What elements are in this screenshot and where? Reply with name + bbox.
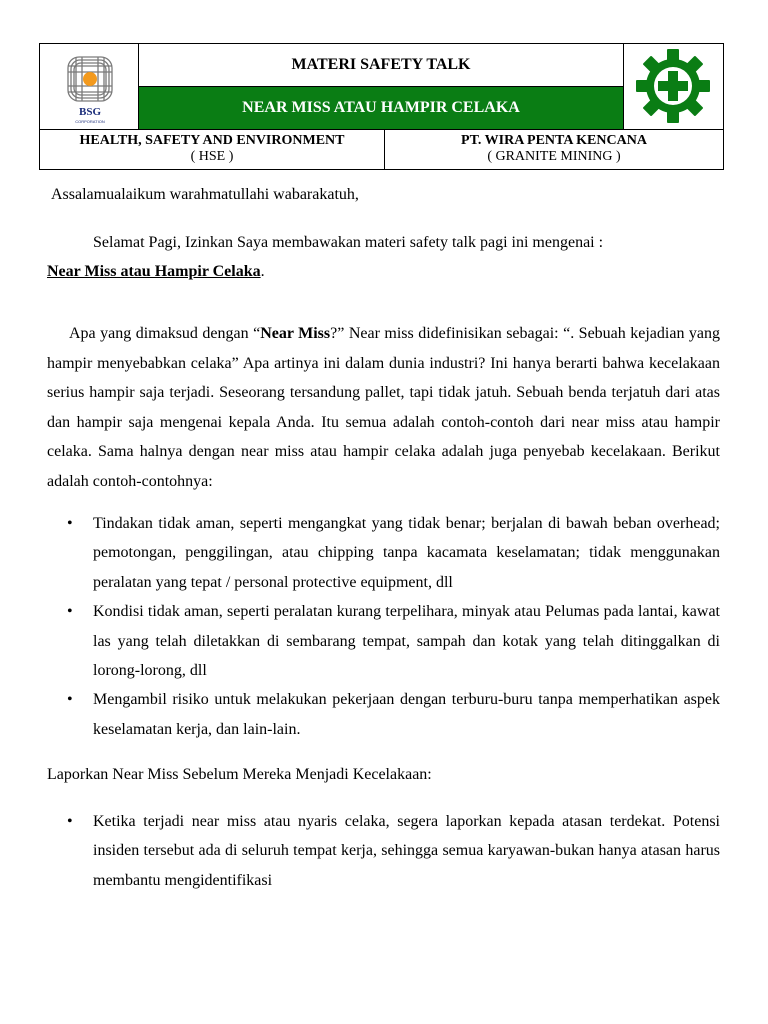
bsg-logo <box>40 44 139 129</box>
company-division: ( GRANITE MINING ) <box>487 149 621 164</box>
list-item-text: Ketika terjadi near miss atau nyaris celaka, segera laporkan kepada atasan terdekat. Potensi insiden tersebut ada di seluruh tempat kerja, sehingga semua karyawan-bukan hanya atasan harus membantu mengidentifikasi <box>93 813 720 889</box>
bullet-icon: • <box>67 691 73 709</box>
department-abbr: ( HSE ) <box>190 149 234 164</box>
company-cell <box>385 130 723 170</box>
para-start: Apa yang dimaksud dengan “ <box>69 325 261 342</box>
header-table <box>39 43 724 170</box>
report-list <box>47 807 720 895</box>
department-name: HEALTH, SAFETY AND ENVIRONMENT <box>79 133 345 148</box>
report-heading: Laporkan Near Miss Sebelum Mereka Menjadi Kecelakaan: <box>47 766 432 783</box>
gear-cell <box>623 44 723 129</box>
safety-gear-icon <box>624 44 724 129</box>
para-rest: ?” Near miss didefinisikan sebagai: “. Sebuah kejadian yang hampir menyebabkan celaka” Apa artinya ini dalam dunia industri? Ini hanya berarti bahwa kecelakaan serius hampir saja terjadi. Seseorang tersandung pallet, tapi tidak jatuh. Sebuah benda terjatuh dari atas dan hampir saja mengenai kepala Anda. Itu semua adalah contoh-contoh dari near miss atau hampir celaka. Sama halnya dengan near miss atau hampir celaka adalah juga penyebab kecelakaan. Berikut adalah contoh-contohnya: <box>47 325 721 490</box>
definition-paragraph <box>47 319 720 497</box>
department-cell <box>40 130 385 170</box>
svg-text:CORPORATION: CORPORATION <box>75 119 105 124</box>
intro-line: Selamat Pagi, Izinkan Saya membawakan materi safety talk pagi ini mengenai : <box>93 234 604 251</box>
list-item-text: Kondisi tidak aman, seperti peralatan kurang terpelihara, minyak atau Pelumas pada lantai, kawat las yang telah diletakkan di sembarang tempat, sampah dan kotak yang telah ditinggalkan di lorong-lorong, dll <box>93 603 720 680</box>
bullet-icon: • <box>67 603 73 621</box>
list-item-text: Tindakan tidak aman, seperti mengangkat yang tidak benar; berjalan di bawah beban overhead; pemotongan, penggilingan, atau chipping tanpa kacamata keselamatan; tidak menggunakan peralatan yang tepat / personal protective equipment, dll <box>93 515 720 591</box>
list-item <box>47 509 720 597</box>
bullet-icon: • <box>67 515 73 532</box>
examples-list <box>47 509 720 744</box>
greeting: Assalamualaikum warahmatullahi wabarakatuh, <box>51 186 359 203</box>
topic-period: . <box>260 263 265 280</box>
header-info-row <box>40 129 723 169</box>
para-term: Near Miss <box>260 325 331 342</box>
svg-text:BSG: BSG <box>78 106 102 118</box>
list-item <box>47 685 720 744</box>
list-item <box>47 597 720 685</box>
document-subtitle: NEAR MISS ATAU HAMPIR CELAKA <box>139 87 623 129</box>
topic-line <box>47 261 265 283</box>
logo-cell <box>40 44 139 129</box>
topic-title: Near Miss atau Hampir Celaka <box>47 263 261 280</box>
bullet-icon: • <box>67 813 73 830</box>
list-item-text: Mengambil risiko untuk melakukan pekerjaan dengan terburu-buru tanpa memperhatikan aspek keselamatan kerja, dan lain-lain. <box>93 691 720 738</box>
document-title: MATERI SAFETY TALK <box>139 44 623 87</box>
company-name: PT. WIRA PENTA KENCANA <box>461 133 647 148</box>
list-item <box>47 807 720 895</box>
